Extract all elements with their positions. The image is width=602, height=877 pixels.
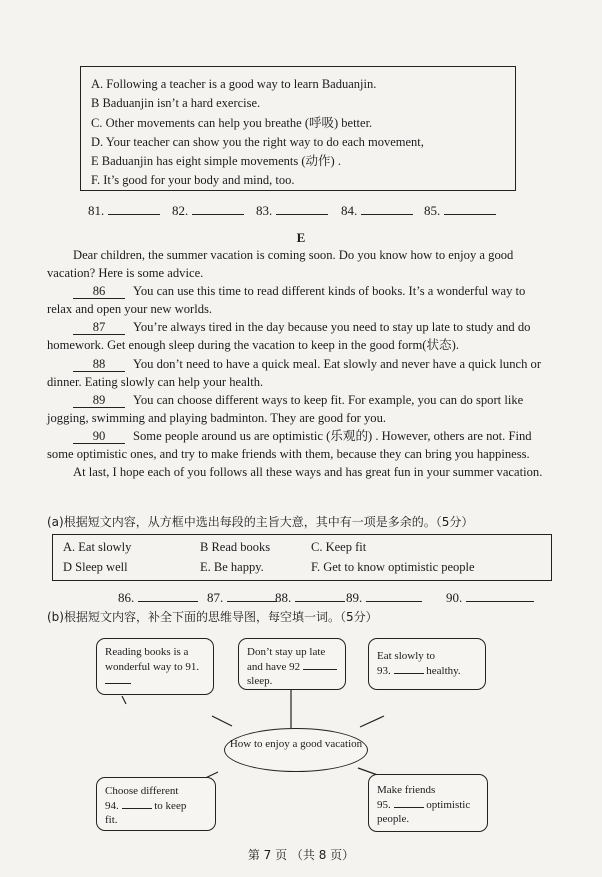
mind-map-box-95: Make friends 95. optimistic people.: [368, 774, 488, 832]
answer-blank-86[interactable]: 86.: [118, 590, 198, 606]
option-b: B Baduanjin isn’t a hard exercise.: [91, 96, 261, 111]
answer-blank-87[interactable]: 87.: [207, 590, 277, 606]
blank-86[interactable]: 86: [73, 284, 125, 299]
mind-map-box-91: Reading books is a wonderful way to 91.: [96, 638, 214, 695]
blank-89[interactable]: 89: [73, 393, 125, 408]
blank-91[interactable]: [105, 674, 131, 684]
option-e-e: E. Be happy.: [200, 560, 264, 574]
blank-87[interactable]: 87: [73, 320, 125, 335]
option-e-a: A. Eat slowly: [63, 540, 132, 554]
answer-blank-82[interactable]: 82.: [172, 203, 244, 219]
paragraph-88: 88 You don’t need to have a quick meal. Eat slowly and never have a quick lunch or dinner. Eating slowly can help your health.: [47, 356, 542, 389]
page-footer: 第 7 页 （共 8 页）: [247, 848, 355, 862]
paragraph-intro: Dear children, the summer vacation is coming soon. Do you know how to enjoy a good vacation? Here is some advice.: [47, 248, 514, 281]
blank-90[interactable]: 90: [73, 429, 125, 444]
answer-blank-85[interactable]: 85.: [424, 203, 496, 219]
paragraph-87: 87 You’re always tired in the day because you need to stay up late to study and do homework. Get enough sleep during the vacation to keep in the good form(状态).: [47, 320, 531, 353]
option-d: D. Your teacher can show you the right way to do each movement,: [91, 134, 424, 149]
answer-blank-81[interactable]: 81.: [88, 203, 160, 219]
paragraph-90: 90 Some people around us are optimistic (乐观的) . However, others are not. Find some optimistic ones, and try to make friends with them, because they can bring you happiness.: [47, 428, 532, 462]
blank-88[interactable]: 88: [73, 357, 125, 372]
mind-map-box-93: Eat slowly to 93. healthy.: [368, 638, 486, 690]
blank-95[interactable]: [394, 798, 424, 808]
paragraph-closing: At last, I hope each of you follows all these ways and has great fun in your summer vacation.: [73, 465, 543, 480]
option-e-b: B Read books: [200, 540, 271, 554]
mind-map-center: How to enjoy a good vacation: [224, 728, 368, 772]
option-e-c: C. Keep fit: [311, 540, 367, 554]
option-e-d: D Sleep well: [63, 560, 128, 574]
option-e: E Baduanjin has eight simple movements (动作) .: [91, 154, 341, 169]
paragraph-86: 86 You can use this time to read different kinds of books. It’s a wonderful way to relax and open your new worlds.: [47, 284, 526, 317]
mind-map-box-92: Don’t stay up late and have 92 sleep.: [238, 638, 346, 690]
answer-blank-83[interactable]: 83.: [256, 203, 328, 219]
paragraph-89: 89 You can choose different ways to keep fit. For example, you can do sport like jogging, swimming and playing badminton. They are good for you.: [47, 392, 524, 425]
answer-blank-88[interactable]: 88.: [275, 590, 345, 606]
instruction-a: (a)根据短文内容，从方框中选出每段的主旨大意，其中有一项是多余的。（5分）: [47, 515, 474, 529]
instruction-b: (b)根据短文内容，补全下面的思维导图，每空填一词。（5分）: [47, 610, 378, 624]
blank-92[interactable]: [303, 660, 337, 670]
option-f: F. It’s good for your body and mind, too.: [91, 173, 295, 188]
answer-blank-90[interactable]: 90.: [446, 590, 534, 606]
mind-map-box-94: Choose different 94. to keep fit.: [96, 777, 216, 831]
option-a: A. Following a teacher is a good way to learn Baduanjin.: [91, 77, 377, 91]
option-c: C. Other movements can help you breathe (呼吸) better.: [91, 115, 373, 130]
blank-93[interactable]: [394, 664, 424, 674]
answer-blank-89[interactable]: 89.: [346, 590, 422, 606]
section-title: E: [296, 230, 306, 245]
blank-94[interactable]: [122, 799, 152, 809]
option-e-f: F. Get to know optimistic people: [311, 560, 475, 574]
answer-blank-84[interactable]: 84.: [341, 203, 413, 219]
